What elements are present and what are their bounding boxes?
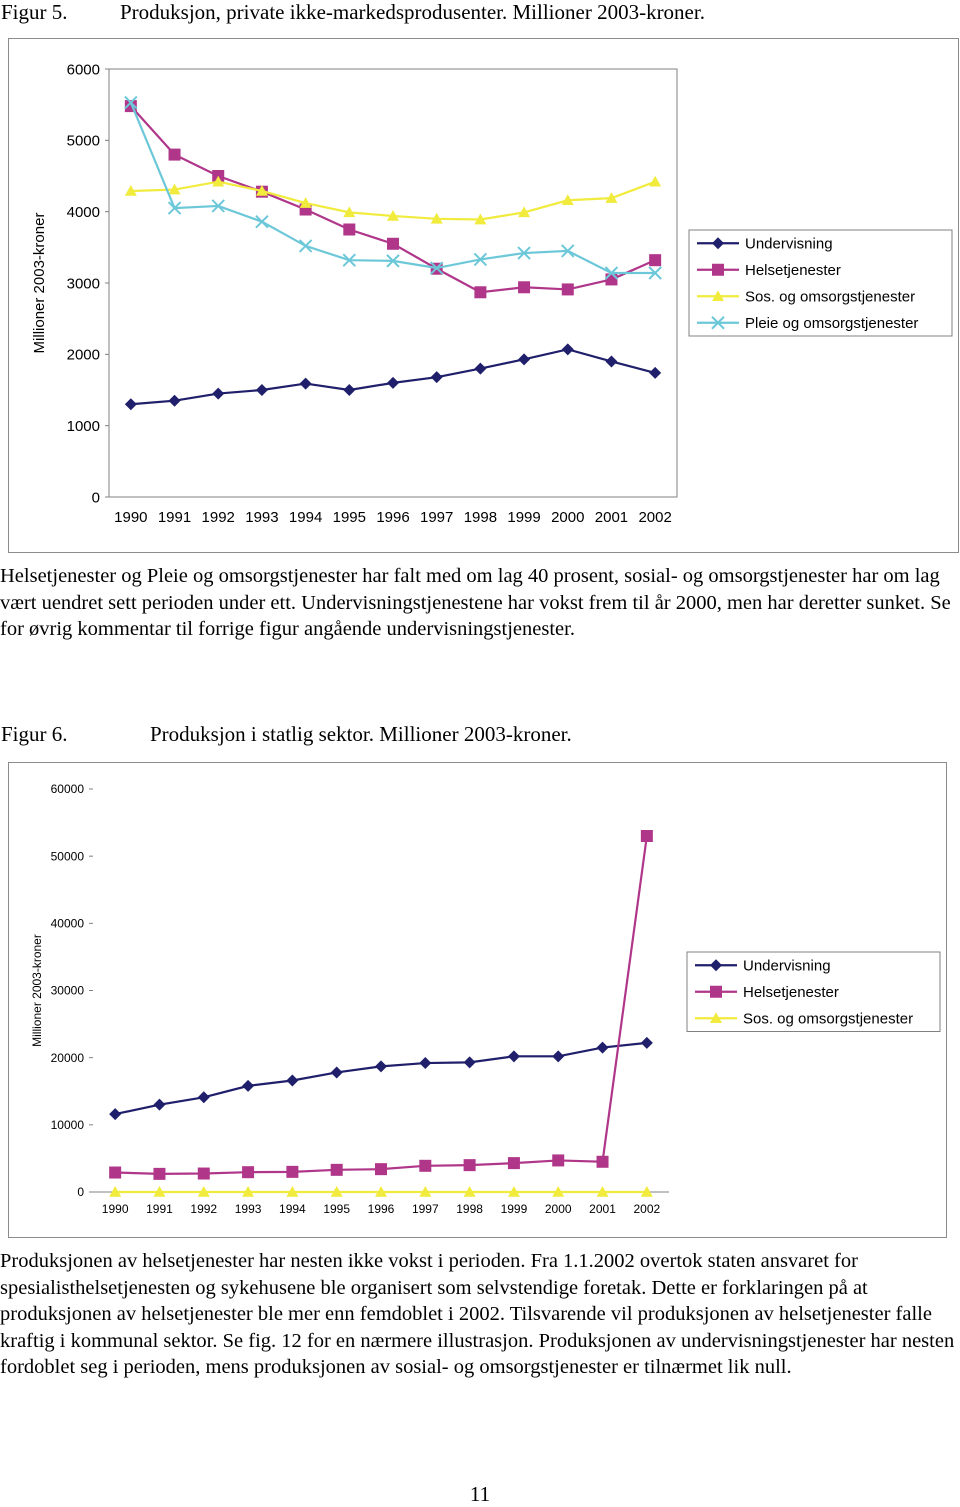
data-point <box>125 398 137 410</box>
series-line <box>131 349 655 404</box>
data-point <box>641 1037 653 1049</box>
y-tick-label: 6000 <box>66 61 100 79</box>
y-tick-label: 1000 <box>66 417 100 435</box>
x-tick-label: 1997 <box>420 509 454 526</box>
data-point <box>605 273 617 285</box>
x-tick-label: 1998 <box>463 509 498 526</box>
y-tick-label: 0 <box>77 1185 84 1200</box>
x-tick-label: 1993 <box>245 509 279 526</box>
data-point <box>286 1075 298 1087</box>
x-tick-label: 1994 <box>288 509 323 526</box>
x-tick-label: 1999 <box>500 1202 528 1216</box>
data-point <box>419 1160 431 1172</box>
page-number: 11 <box>469 1482 491 1506</box>
data-point <box>649 367 661 379</box>
data-point <box>508 1157 520 1169</box>
data-point <box>562 343 574 355</box>
data-point <box>242 1166 254 1178</box>
x-tick-label: 1991 <box>146 1202 173 1216</box>
legend-label: Sos. og omsorgstjenester <box>745 288 916 306</box>
y-tick-label: 3000 <box>66 275 100 293</box>
data-point <box>552 1050 564 1062</box>
data-point <box>387 238 399 250</box>
x-tick-label: 2001 <box>594 509 629 526</box>
data-point <box>387 377 399 389</box>
data-point <box>331 1066 343 1078</box>
data-point <box>518 353 530 365</box>
y-tick-label: 40000 <box>50 916 84 931</box>
data-point <box>562 283 574 295</box>
x-tick-label: 2002 <box>638 509 672 526</box>
data-point <box>375 1163 387 1175</box>
legend-marker <box>710 986 722 998</box>
data-point <box>331 1164 343 1176</box>
x-tick-label: 1999 <box>507 509 541 526</box>
data-point <box>242 1080 254 1092</box>
x-tick-label: 2000 <box>544 1202 572 1216</box>
y-tick-label: 0 <box>91 489 100 507</box>
x-tick-label: 1993 <box>234 1202 262 1216</box>
data-point <box>109 1108 121 1120</box>
data-point <box>464 1056 476 1068</box>
data-point <box>597 1156 609 1168</box>
y-tick-label: 5000 <box>66 132 100 150</box>
data-point <box>169 395 181 407</box>
data-point <box>109 1167 121 1179</box>
x-tick-label: 1996 <box>367 1202 395 1216</box>
data-point <box>153 1099 165 1111</box>
y-tick-label: 30000 <box>50 983 84 998</box>
y-tick-label: 60000 <box>50 782 84 797</box>
x-tick-label: 1995 <box>323 1202 351 1216</box>
x-tick-label: 1997 <box>411 1202 439 1216</box>
x-tick-label: 1992 <box>201 509 235 526</box>
data-point <box>375 1060 387 1072</box>
y-tick-label: 4000 <box>66 203 100 221</box>
data-point <box>474 363 486 375</box>
data-point <box>419 1057 431 1069</box>
legend-label: Helsetjenester <box>745 262 841 279</box>
data-point <box>552 1154 564 1166</box>
x-tick-label: 2001 <box>589 1202 616 1216</box>
data-point <box>300 240 312 252</box>
data-point <box>464 1159 476 1171</box>
figure6-svg <box>9 763 946 1237</box>
data-point <box>198 1091 210 1103</box>
y-tick-label: 50000 <box>50 849 84 864</box>
figure5-title: Produksjon, private ikke-markedsprodusenter. Millioner 2003-kroner. <box>120 0 705 24</box>
figure5-svg <box>9 39 958 552</box>
figure6-chart <box>8 762 947 1238</box>
legend-label: Undervisning <box>745 235 833 253</box>
data-point <box>649 176 661 187</box>
series-line <box>115 836 647 1174</box>
data-point <box>649 254 661 266</box>
x-tick-label: 1995 <box>332 509 366 526</box>
legend-label: Pleie og omsorgstjenester <box>745 315 919 332</box>
data-point <box>518 281 530 293</box>
x-tick-label: 1998 <box>456 1202 483 1216</box>
legend-marker <box>712 264 724 276</box>
x-tick-label: 2002 <box>633 1202 661 1216</box>
data-point <box>153 1168 165 1180</box>
data-point <box>212 388 224 400</box>
figure5-paragraph: Helsetjenester og Pleie og omsorgstjenester har falt med om lag 40 prosent, sosial- og omsorgstjenester har om lag vært uendret sett perioden under ett. Undervisningstjenestene har vokst frem til år 2000, men har deretter sunket. Se for øvrig kommentar til forrige figur angående undervisningstjenester. <box>0 565 951 641</box>
x-tick-label: 2000 <box>551 509 585 526</box>
data-point <box>605 355 617 367</box>
data-point <box>300 378 312 390</box>
data-point <box>256 384 268 396</box>
data-point <box>641 830 653 842</box>
y-tick-label: 2000 <box>66 346 100 364</box>
figure6-label: Figur 6. <box>1 722 68 746</box>
data-point <box>198 1168 210 1180</box>
x-tick-label: 1991 <box>157 509 192 526</box>
x-tick-label: 1992 <box>190 1202 218 1216</box>
data-point <box>286 1166 298 1178</box>
figure6-title: Produksjon i statlig sektor. Millioner 2003-kroner. <box>150 722 572 746</box>
data-point <box>431 371 443 383</box>
x-tick-label: 1990 <box>101 1202 129 1216</box>
x-tick-label: 1990 <box>114 509 148 526</box>
legend-label: Helsetjenester <box>743 984 839 1001</box>
data-point <box>169 149 181 161</box>
y-tick-label: 20000 <box>50 1050 84 1065</box>
y-tick-label: 10000 <box>50 1118 84 1133</box>
y-axis-label: Millioner 2003-kroner <box>30 934 44 1047</box>
x-tick-label: 1996 <box>376 509 410 526</box>
legend-label: Undervisning <box>743 957 831 975</box>
figure6-paragraph: Produksjonen av helsetjenester har nesten ikke vokst i perioden. Fra 1.1.2002 overtok staten ansvaret for spesialisthelsetjenesten og sykehusene ble organisert som selvstendige foretak. Dette er forklaringen på at produksjonen av helsetjenester ble mer enn femdoblet i 2002. Tilsvarende vil produksjonen av helsetjenester falle kraftig i kommunal sektor. Se fig. 12 for en nærmere illustrasjon. Produksjonen av undervisningstjenester har nesten fordoblet seg i perioden, mens produksjonen av sosial- og omsorgstjenester er tilnærmet lik null. <box>0 1250 955 1379</box>
legend-label: Sos. og omsorgstjenester <box>743 1010 914 1028</box>
series-line <box>115 1043 647 1114</box>
data-point <box>343 224 355 236</box>
x-tick-label: 1994 <box>279 1202 306 1216</box>
data-point <box>343 384 355 396</box>
figure5-chart <box>8 38 959 553</box>
data-point <box>508 1050 520 1062</box>
y-axis-label: Millioner 2003-kroner <box>31 212 48 354</box>
data-point <box>474 286 486 298</box>
data-point <box>597 1042 609 1054</box>
data-point <box>256 216 268 228</box>
figure5-label: Figur 5. <box>1 0 68 24</box>
